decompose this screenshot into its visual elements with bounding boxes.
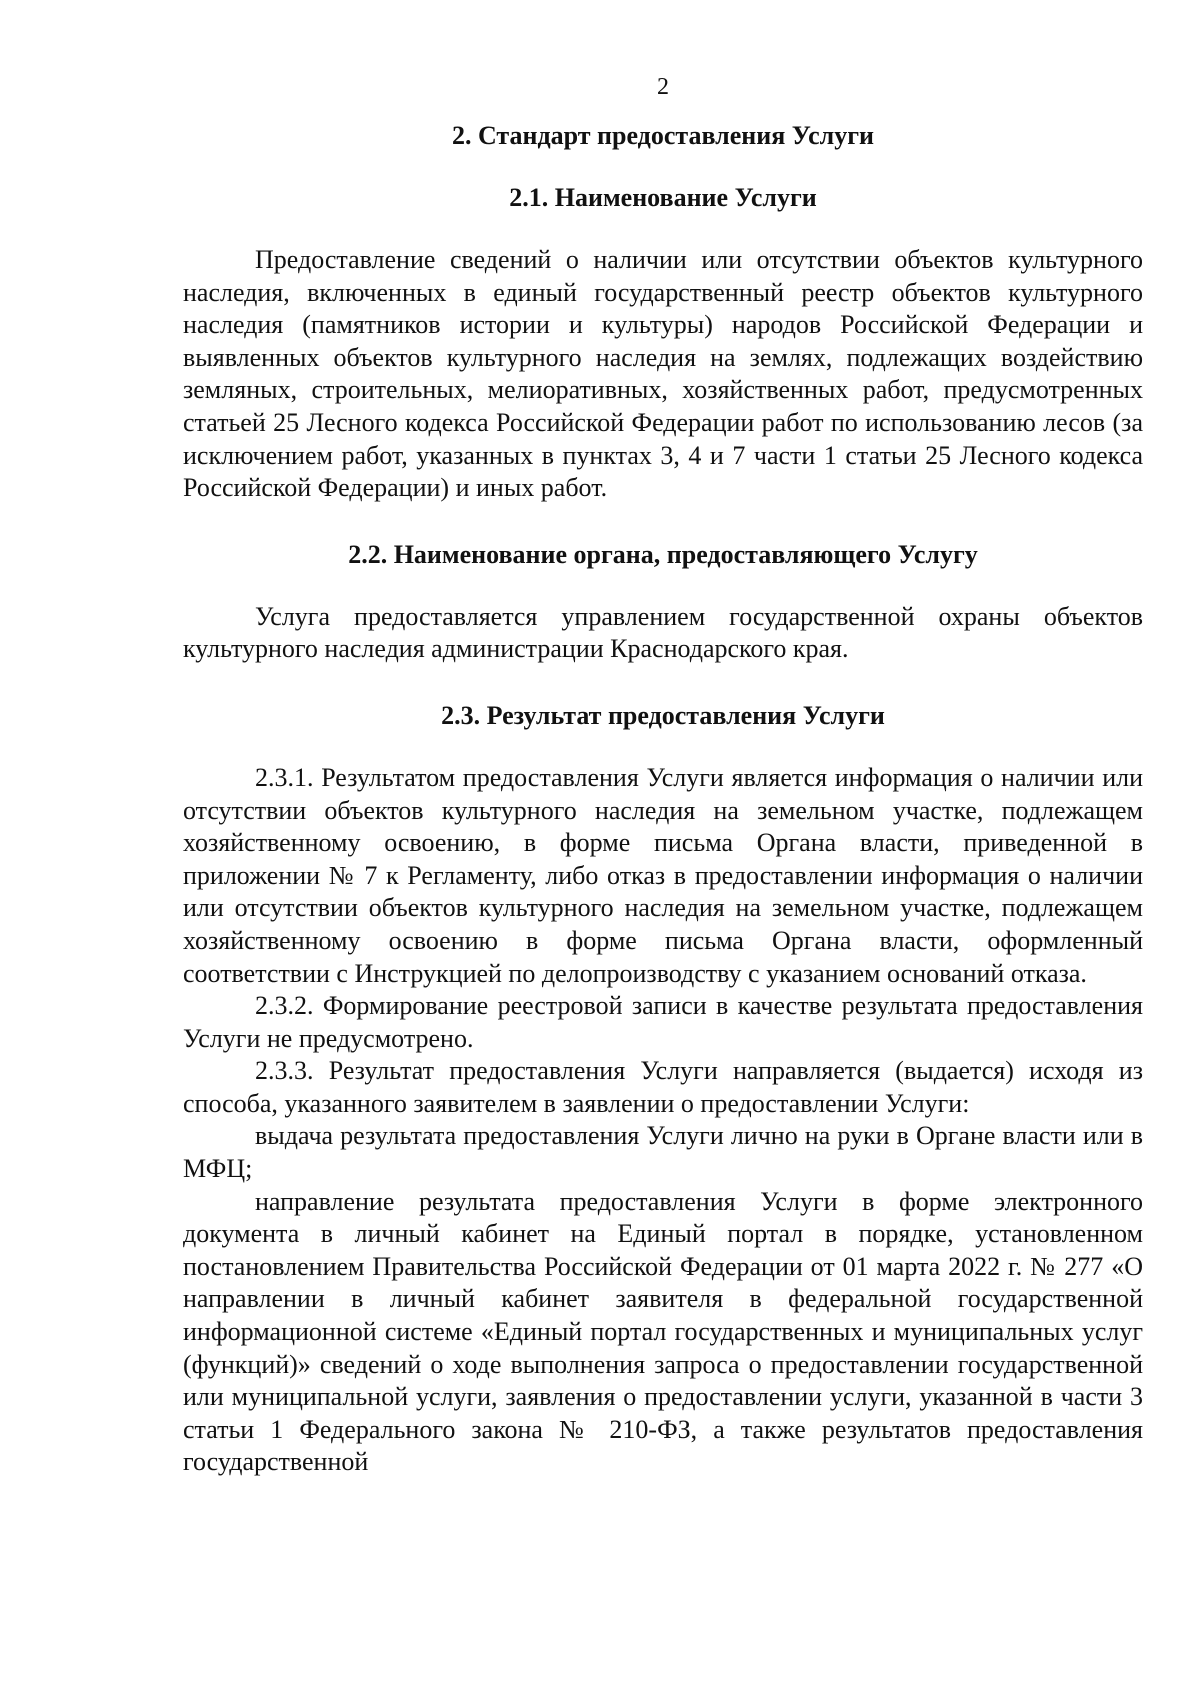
paragraph-2-3-2: 2.3.2. Формирование реестровой записи в качестве результата предоставления Услуги не предусмотрено. — [183, 991, 1143, 1053]
subsection-2-3-title: 2.3. Результат предоставления Услуги — [441, 700, 885, 730]
subsection-2-1-title: 2.1. Наименование Услуги — [509, 183, 817, 212]
paragraph-delivery-electronic: направление результата предоставления Услуги в форме электронного документа в личный кабинет на Единый портал в порядке, установленном постановлением Правительства Российской Федерации от 01 марта 2022 г. № 277 «О направлении в личный кабинет заявителя в федеральной государственной информационной системе «Единый портал государственных и муниципальных услуг (функций)» сведений о ходе выполнения запроса о предоставлении государственной или муниципальной услуги, заявления о предоставлении услуги, указанной в части 3 статьи 1 Федерального закона № 210-ФЗ, а также результатов предоставления государственной — [183, 1186, 1143, 1477]
document-page — [183, 72, 1143, 1479]
subsection-2-2-text: Услуга предоставляется управлением государственной охраны объектов культурного наследия администрации Краснодарского края. — [183, 601, 1143, 664]
subsection-2-1-text: Предоставление сведений о наличии или отсутствии объектов культурного наследия, включенных в единый государственный реестр объектов культурного наследия (памятников истории и культуры) народов Российской Федерации и выявленных объектов культурного наследия на землях, подлежащих воздействию земляных, строительных, мелиоративных, хозяйственных работ, предусмотренных статьей 25 Лесного кодекса Российской Федерации работ по использованию лесов (за исключением работ, указанных в пунктах 3, 4 и 7 части 1 статьи 25 Лесного кодекса Российской Федерации) и иных работ. — [183, 245, 1143, 503]
paragraph-2-3-3: 2.3.3. Результат предоставления Услуги направляется (выдается) исходя из способа, указанного заявителем в заявлении о предоставлении Услуги: — [183, 1056, 1143, 1118]
page-number: 2 — [657, 74, 669, 100]
paragraph-delivery-in-person: выдача результата предоставления Услуги лично на руки в Органе власти или в МФЦ; — [183, 1121, 1143, 1184]
subsection-2-2-title: 2.2. Наименование органа, предоставляющего Услугу — [348, 539, 978, 569]
section-title: 2. Стандарт предоставления Услуги — [451, 121, 874, 150]
paragraph-2-3-1: 2.3.1. Результатом предоставления Услуги является информация о наличии или отсутствии объектов культурного наследия на земельном участке, подлежащем хозяйственному освоению, в форме письма Органа власти, приведенной в приложении № 7 к Регламенту, либо отказ в предоставлении информация о наличии или отсутствии объектов культурного наследия на земельном участке, подлежащем хозяйственному освоению в форме письма Органа власти, оформленный соответствии с Инструкцией по делопроизводству с указанием оснований отказа. — [183, 762, 1143, 988]
